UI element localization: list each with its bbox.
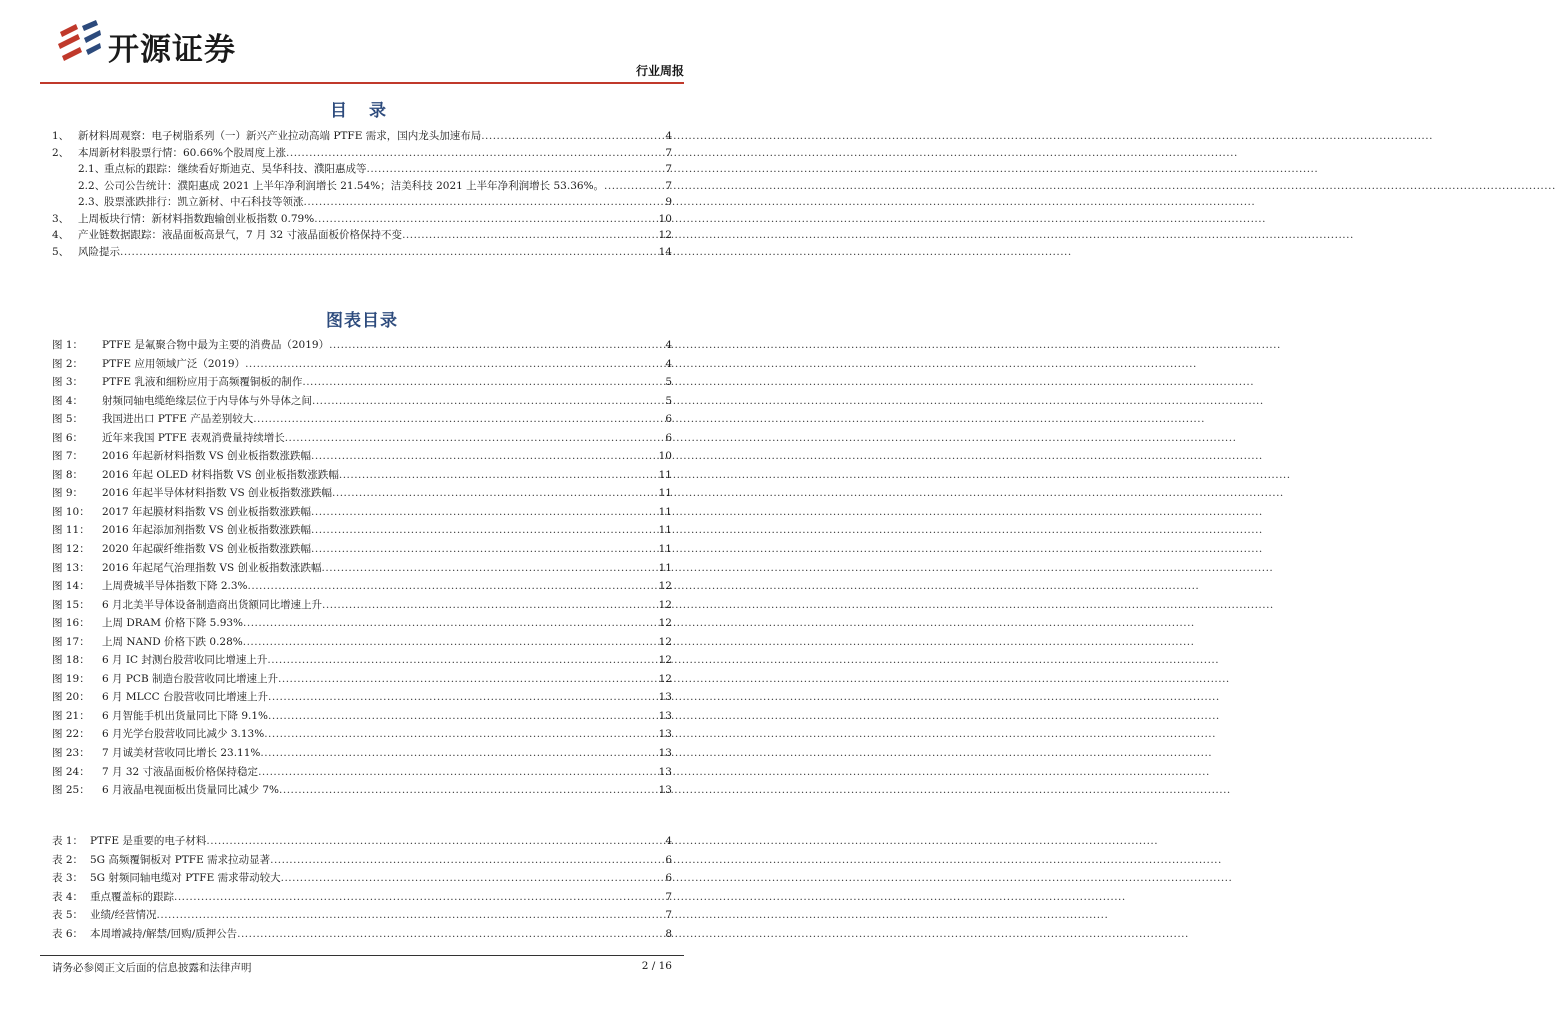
figure-entry[interactable] — [52, 429, 672, 448]
table-entry-num: 表 4： — [52, 890, 84, 903]
leader-dots — [322, 559, 657, 578]
figure-entry-num: 图 1： — [52, 339, 84, 351]
toc-entry[interactable] — [52, 194, 672, 211]
figure-entry-num: 图 8： — [52, 468, 84, 481]
figure-entry-page: 12 — [658, 580, 672, 593]
figure-entry-title: 我国进出口 PTFE 产品差别较大 — [102, 413, 254, 426]
figure-entry-num: 图 20： — [52, 691, 90, 704]
leader-dots — [402, 227, 657, 244]
figure-entry[interactable] — [52, 484, 672, 503]
table-entry[interactable] — [52, 888, 672, 907]
figure-entry-title: PTFE 乳液和细粉应用于高频覆铜板的制作 — [102, 376, 303, 389]
figure-entry-page: 11 — [658, 505, 672, 518]
figure-entry-title: 2016 年起尾气治理指数 VS 创业板指数涨跌幅 — [102, 561, 322, 574]
figure-entry-title: 近年来我国 PTFE 表观消费量持续增长 — [102, 431, 285, 444]
figure-entry[interactable] — [52, 725, 672, 744]
leader-dots — [302, 373, 663, 392]
figure-entry[interactable] — [52, 744, 672, 763]
toc-entry-title: 重点标的跟踪：继续看好斯迪克、昊华科技、濮阳惠成等 — [104, 163, 367, 175]
figure-entry-title: 6 月北美半导体设备制造商出货额同比增速上升 — [102, 598, 323, 611]
leader-dots — [248, 577, 657, 596]
figure-entry-num: 图 3： — [52, 376, 84, 389]
figure-entry[interactable] — [52, 688, 672, 707]
table-entry-title: PTFE 是重要的电子材料 — [90, 835, 207, 847]
toc-entry[interactable] — [52, 161, 672, 178]
figure-entry-title: 2016 年起半导体材料指数 VS 创业板指数涨跌幅 — [102, 487, 333, 500]
figure-entry[interactable] — [52, 707, 672, 726]
figure-entry[interactable] — [52, 763, 672, 782]
table-entry-num: 表 6： — [52, 927, 84, 940]
toc-entry-title: 风险提示 — [78, 245, 120, 258]
leader-dots — [243, 614, 657, 633]
leader-dots — [604, 178, 663, 195]
figure-entry-title: 7 月 32 寸液晶面板价格保持稳定 — [102, 765, 259, 778]
toc-entry-num: 2.2、 — [78, 179, 106, 192]
figure-entry-title: 2016 年起 OLED 材料指数 VS 创业板指数涨跌幅 — [102, 468, 339, 481]
leader-dots — [258, 763, 657, 782]
figure-entry-page: 12 — [658, 635, 672, 648]
figure-entry-title: 上周费城半导体指数下降 2.3% — [102, 580, 248, 593]
table-entry[interactable] — [52, 925, 672, 944]
figure-entry-title: 7 月诚美材营收同比增长 23.11% — [102, 747, 261, 760]
figure-entry-page: 12 — [658, 672, 672, 685]
leader-dots — [279, 781, 657, 800]
footer-divider — [40, 955, 684, 956]
leader-dots — [311, 521, 657, 540]
leader-dots — [332, 484, 657, 503]
figure-entry-page: 5 — [665, 376, 672, 389]
figure-entry[interactable] — [52, 540, 672, 559]
figure-entry-title: 6 月光学台股营收同比减少 3.13% — [102, 728, 265, 741]
leader-dots — [157, 906, 664, 925]
toc-entry-page: 14 — [658, 245, 672, 258]
table-entry-title: 5G 射频同轴电缆对 PTFE 需求带动较大 — [90, 872, 281, 885]
table-entry-page: 7 — [665, 890, 672, 903]
figure-entry-page: 6 — [665, 413, 672, 426]
logo-text: 开源证券 — [108, 32, 236, 68]
footer-disclaimer: 请务必参阅正文后面的信息披露和法律声明 — [52, 962, 252, 974]
figure-entry-page: 13 — [658, 784, 672, 797]
figure-entry-page: 13 — [658, 747, 672, 760]
toc-entry-num: 4、 — [52, 229, 70, 241]
figure-entry-page: 11 — [658, 524, 672, 537]
figure-entry-num: 图 2： — [52, 357, 84, 370]
figure-entry[interactable] — [52, 614, 672, 633]
figure-entry-num: 图 19： — [52, 672, 90, 685]
toc-list — [52, 128, 672, 260]
figure-entry-page: 11 — [658, 487, 672, 500]
leader-dots — [245, 355, 663, 374]
figure-entry-num: 图 4： — [52, 394, 84, 407]
figure-entry-page: 11 — [658, 543, 672, 556]
leader-dots — [286, 145, 663, 162]
leader-dots — [268, 688, 657, 707]
table-entry[interactable] — [52, 869, 672, 888]
table-entry-title: 本周增减持/解禁/回购/质押公告 — [90, 927, 238, 940]
toc-entry[interactable] — [52, 145, 672, 162]
figure-entry-num: 图 17： — [52, 635, 90, 648]
leader-dots — [206, 832, 663, 851]
figure-entry-page: 11 — [658, 561, 672, 574]
toc-entry[interactable] — [52, 211, 672, 228]
figure-entry-title: 上周 NAND 价格下跌 0.28% — [102, 635, 243, 648]
toc-entry-title: 股票涨跌排行：凯立新材、中石科技等领涨 — [104, 196, 304, 208]
figure-entry[interactable] — [52, 633, 672, 652]
company-logo — [56, 18, 256, 68]
figure-entry-page: 13 — [658, 691, 672, 704]
leader-dots — [314, 211, 656, 228]
figure-entry-title: 6 月 IC 封测台股营收同比增速上升 — [102, 654, 268, 667]
toc-entry-num: 2.3、 — [78, 196, 106, 208]
leader-dots — [281, 869, 664, 888]
toc-entry[interactable] — [52, 244, 672, 261]
figure-entry-page: 5 — [665, 394, 672, 407]
figure-entry-title: 6 月 MLCC 台股营收同比增速上升 — [102, 691, 268, 704]
figure-entry[interactable] — [52, 466, 672, 485]
figure-entry[interactable] — [52, 392, 672, 411]
table-entry-page: 6 — [665, 853, 672, 866]
figure-entry-page: 13 — [658, 709, 672, 722]
table-entry-page: 4 — [665, 835, 672, 847]
leader-dots — [311, 503, 657, 522]
toc-entry-title: 上周板块行情：新材料指数跑输创业板指数 0.79% — [78, 212, 315, 225]
leader-dots — [285, 429, 664, 448]
toc-entry[interactable] — [52, 128, 672, 145]
figure-entry[interactable] — [52, 670, 672, 689]
table-entry-page: 6 — [665, 872, 672, 885]
table-entry[interactable] — [52, 832, 672, 851]
figure-entry-page: 13 — [658, 765, 672, 778]
report-type-label: 行业周报 — [635, 64, 684, 78]
table-entry[interactable] — [52, 851, 672, 870]
figure-entry-page: 6 — [665, 431, 672, 444]
toc-entry-title: 产业链数据跟踪：液晶面板高景气，7 月 32 寸液晶面板价格保持不变 — [78, 229, 403, 241]
leader-dots — [339, 466, 657, 485]
page-header — [40, 14, 684, 78]
leader-dots — [120, 244, 657, 261]
page-indicator: 2 / 16 — [641, 960, 672, 972]
table-entry-title: 重点覆盖标的跟踪 — [90, 890, 174, 903]
figure-entry-title: 2020 年起碳纤维指数 VS 创业板指数涨跌幅 — [102, 543, 312, 556]
figure-entry-title: 2016 年起添加剂指数 VS 创业板指数涨跌幅 — [102, 524, 312, 537]
toc-entry-num: 1、 — [52, 130, 70, 142]
figure-entry-num: 图 16： — [52, 617, 90, 630]
leader-dots — [481, 128, 663, 145]
table-entry[interactable] — [52, 906, 672, 925]
toc-entry-title: 本周新材料股票行情：60.66%个股周度上涨 — [78, 146, 287, 159]
leader-dots — [329, 336, 663, 355]
toc-entry-page: 7 — [665, 163, 672, 175]
figure-list — [52, 336, 672, 800]
figure-entry[interactable] — [52, 651, 672, 670]
figure-entry-num: 图 25： — [52, 784, 90, 797]
figure-entry-page: 10 — [658, 450, 672, 463]
figure-entry-title: 6 月智能手机出货量同比下降 9.1% — [102, 709, 269, 722]
leader-dots — [367, 161, 664, 178]
table-entry-page: 7 — [665, 909, 672, 922]
leader-dots — [237, 925, 663, 944]
table-entry-num: 表 5： — [52, 909, 84, 922]
table-entry-page: 8 — [665, 927, 672, 940]
figure-entry-title: 6 月液晶电视面板出货量同比减少 7% — [102, 784, 280, 797]
toc-entry[interactable] — [52, 227, 672, 244]
toc-title: 目 录 — [330, 101, 394, 121]
figure-entry-page: 12 — [658, 598, 672, 611]
figure-entry-num: 图 5： — [52, 413, 84, 426]
logo-mark-icon — [56, 18, 102, 66]
table-entry-title: 5G 高频覆铜板对 PTFE 需求拉动显著 — [90, 853, 271, 866]
leader-dots — [264, 725, 656, 744]
leader-dots — [270, 851, 663, 870]
figure-entry[interactable] — [52, 559, 672, 578]
leader-dots — [253, 410, 663, 429]
table-entry-title: 业绩/经营情况 — [90, 909, 157, 922]
figure-entry[interactable] — [52, 336, 672, 355]
header-divider — [40, 82, 684, 84]
leader-dots — [260, 744, 656, 763]
toc-entry-page: 4 — [665, 130, 672, 142]
figure-entry-page: 4 — [665, 357, 672, 370]
figure-entry-page: 12 — [658, 617, 672, 630]
figure-entry-title: 2016 年起新材料指数 VS 创业板指数涨跌幅 — [102, 450, 312, 463]
leader-dots — [311, 540, 657, 559]
figure-entry-title: PTFE 是氟聚合物中最为主要的消费品（2019） — [102, 339, 330, 351]
leader-dots — [304, 194, 664, 211]
toc-entry-num: 3、 — [52, 212, 70, 225]
figure-entry-title: 2017 年起膜材料指数 VS 创业板指数涨跌幅 — [102, 505, 312, 518]
figure-entry-num: 图 12： — [52, 543, 90, 556]
figure-entry-num: 图 21： — [52, 709, 90, 722]
table-entry-num: 表 2： — [52, 853, 84, 866]
figure-entry-num: 图 6： — [52, 431, 84, 444]
figure-entry-title: PTFE 应用领域广泛（2019） — [102, 357, 246, 370]
figure-entry-num: 图 22： — [52, 728, 90, 741]
figure-entry-page: 4 — [665, 339, 672, 351]
figure-entry-num: 图 9： — [52, 487, 84, 500]
table-entry-num: 表 1： — [52, 835, 84, 847]
figure-entry-num: 图 10： — [52, 505, 90, 518]
leader-dots — [278, 670, 657, 689]
figure-entry-page: 12 — [658, 654, 672, 667]
figure-entry-num: 图 18： — [52, 654, 90, 667]
figure-entry[interactable] — [52, 781, 672, 800]
figure-entry-title: 射频同轴电缆绝缘层位于内导体与外导体之间 — [102, 394, 312, 407]
figure-entry[interactable] — [52, 410, 672, 429]
toc-entry-num: 2、 — [52, 146, 70, 159]
leader-dots — [268, 707, 657, 726]
leader-dots — [311, 447, 657, 466]
leader-dots — [174, 888, 663, 907]
figure-entry[interactable] — [52, 447, 672, 466]
figure-entry-page: 11 — [658, 468, 672, 481]
figure-entry-num: 图 13： — [52, 561, 90, 574]
table-entry-num: 表 3： — [52, 872, 84, 885]
toc-entry-page: 7 — [665, 146, 672, 159]
leader-dots — [312, 392, 663, 411]
figure-entry[interactable] — [52, 521, 672, 540]
toc-entry-title: 公司公告统计：濮阳惠成 2021 上半年净利润增长 21.54%；洁美科技 2021 上半年净利润增长 53.36%。 — [104, 179, 605, 192]
figure-entry-num: 图 11： — [52, 524, 90, 537]
figure-entry[interactable] — [52, 596, 672, 615]
toc-entry-title: 新材料周观察：电子树脂系列（一）新兴产业拉动高端 PTFE 需求，国内龙头加速布局 — [78, 130, 482, 142]
toc-entry-page: 10 — [658, 212, 672, 225]
leader-dots — [267, 651, 656, 670]
toc-entry-num: 2.1、 — [78, 163, 106, 175]
figure-entry[interactable] — [52, 373, 672, 392]
figure-entry-title: 6 月 PCB 制造台股营收同比增速上升 — [102, 672, 279, 685]
figure-entry-num: 图 23： — [52, 747, 90, 760]
figure-entry-title: 上周 DRAM 价格下降 5.93% — [102, 617, 244, 630]
table-list — [52, 832, 672, 944]
figure-entry[interactable] — [52, 503, 672, 522]
figure-entry-num: 图 7： — [52, 450, 84, 463]
toc-entry-page: 9 — [665, 196, 672, 208]
leader-dots — [243, 633, 657, 652]
toc-entry-num: 5、 — [52, 245, 70, 258]
figures-title: 图表目录 — [326, 311, 398, 331]
figure-entry[interactable] — [52, 577, 672, 596]
leader-dots — [322, 596, 657, 615]
figure-entry-num: 图 15： — [52, 598, 90, 611]
toc-entry-page: 12 — [658, 229, 672, 241]
figure-entry-page: 13 — [658, 728, 672, 741]
figure-entry[interactable] — [52, 355, 672, 374]
toc-entry[interactable] — [52, 178, 672, 195]
figure-entry-num: 图 14： — [52, 580, 90, 593]
toc-entry-page: 7 — [665, 179, 672, 192]
figure-entry-num: 图 24： — [52, 765, 90, 778]
